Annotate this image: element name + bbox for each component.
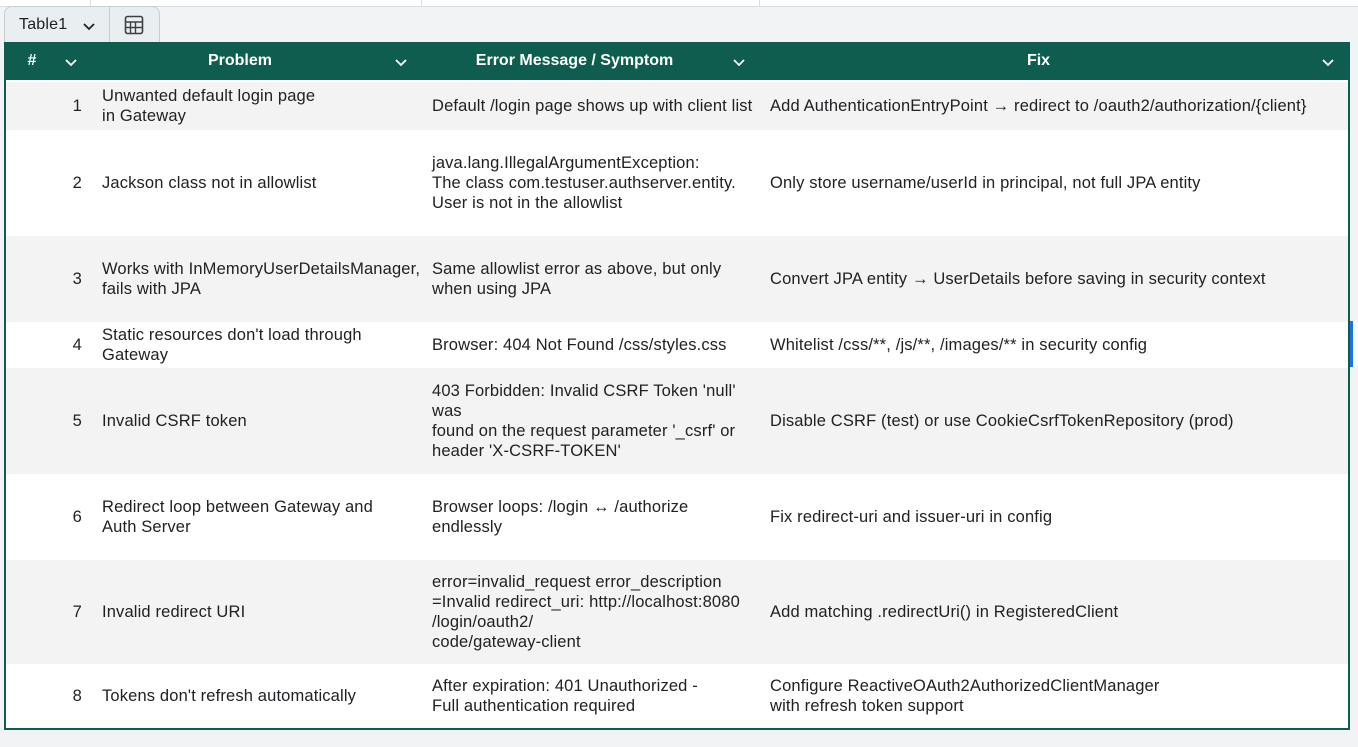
problem-cell[interactable]: Redirect loop between Gateway and Auth Server (102, 498, 373, 536)
error-cell[interactable]: Same allowlist error as above, but only when using JPA (432, 260, 722, 298)
problem-cell[interactable]: Invalid redirect URI (102, 603, 246, 621)
cell-selection-indicator (1350, 321, 1358, 367)
column-header-problem[interactable] (90, 42, 390, 80)
error-cell[interactable]: After expiration: 401 Unauthorized - Full authentication required (432, 677, 698, 715)
column-header-label: # (27, 52, 37, 69)
table-tab[interactable] (4, 6, 160, 42)
error-cell[interactable]: Default /login page shows up with client list (432, 97, 753, 115)
problem-cell[interactable]: Invalid CSRF token (102, 412, 247, 430)
column-header-label: Fix (1026, 52, 1051, 69)
fix-cell[interactable]: Add AuthenticationEntryPoint → redirect to /oauth2/authorization/{client} (770, 97, 1307, 115)
fix-cell[interactable]: Fix redirect-uri and issuer-uri in config (770, 508, 1053, 526)
table-row[interactable] (6, 322, 1348, 368)
table-row[interactable] (6, 368, 1348, 474)
chevron-down-icon[interactable] (731, 54, 747, 70)
tab-divider (109, 7, 110, 43)
column-header-error[interactable] (422, 42, 727, 80)
problem-cell[interactable]: Tokens don't refresh automatically (102, 687, 357, 705)
table-row[interactable] (6, 474, 1348, 560)
problem-cell[interactable]: Jackson class not in allowlist (102, 174, 317, 192)
problem-cell[interactable]: Unwanted default login page in Gateway (102, 87, 316, 125)
column-header-label: Error Message / Symptom (475, 52, 674, 69)
error-cell[interactable]: java.lang.IllegalArgumentException: The class com.testuser.authserver.entity. User is not in the allowlist (432, 154, 736, 212)
table-row[interactable] (6, 664, 1348, 728)
error-cell[interactable]: Browser loops: /login ↔ /authorize endlessly (432, 498, 689, 536)
table-row[interactable] (6, 82, 1348, 130)
fix-cell[interactable]: Configure ReactiveOAuth2AuthorizedClientManager with refresh token support (770, 677, 1160, 715)
error-cell[interactable]: Browser: 404 Not Found /css/styles.css (432, 336, 727, 354)
row-number[interactable]: 6 (72, 508, 82, 526)
error-cell[interactable]: 403 Forbidden: Invalid CSRF Token 'null' was found on the request parameter '_csrf' or header 'X-CSRF-TOKEN' (432, 382, 736, 460)
problem-cell[interactable]: Static resources don't load through Gateway (102, 326, 362, 364)
column-header-fix[interactable] (761, 42, 1316, 80)
sheet-column-strip (0, 0, 1358, 7)
table-row[interactable] (6, 236, 1348, 322)
column-header-number[interactable] (4, 42, 60, 80)
fix-cell[interactable]: Disable CSRF (test) or use CookieCsrfTokenRepository (prod) (770, 412, 1234, 430)
table-name[interactable]: Table1 (19, 16, 68, 33)
chevron-down-icon[interactable] (81, 18, 97, 34)
table-row[interactable] (6, 560, 1348, 664)
chevron-down-icon[interactable] (1320, 54, 1336, 70)
column-header-label: Problem (207, 52, 272, 69)
table-tab-bar (4, 6, 160, 42)
row-number[interactable]: 1 (72, 97, 82, 115)
fix-cell[interactable]: Whitelist /css/**, /js/**, /images/** in security config (770, 336, 1148, 354)
table-header (4, 42, 1350, 80)
column-divider (759, 0, 760, 6)
fix-cell[interactable]: Add matching .redirectUri() in RegisteredClient (770, 603, 1119, 621)
row-number[interactable]: 5 (72, 412, 82, 430)
row-number[interactable]: 2 (72, 174, 82, 192)
column-divider (421, 0, 422, 6)
sheet-bottom (0, 730, 1358, 747)
row-number[interactable]: 7 (72, 603, 82, 621)
row-number[interactable]: 8 (72, 687, 82, 705)
table-row[interactable] (6, 130, 1348, 236)
row-number[interactable]: 4 (72, 336, 82, 354)
row-number[interactable]: 3 (72, 270, 82, 288)
fix-cell[interactable]: Convert JPA entity → UserDetails before saving in security context (770, 270, 1266, 288)
calculator-icon[interactable] (123, 14, 145, 36)
error-cell[interactable]: error=invalid_request error_description =Invalid redirect_uri: http://localhost:8080 /login/oauth2/ code/gateway-client (432, 573, 740, 651)
chevron-down-icon[interactable] (393, 54, 409, 70)
chevron-down-icon[interactable] (63, 54, 79, 70)
problem-cell[interactable]: Works with InMemoryUserDetailsManager, fails with JPA (102, 260, 421, 298)
fix-cell[interactable]: Only store username/userId in principal, not full JPA entity (770, 174, 1201, 192)
